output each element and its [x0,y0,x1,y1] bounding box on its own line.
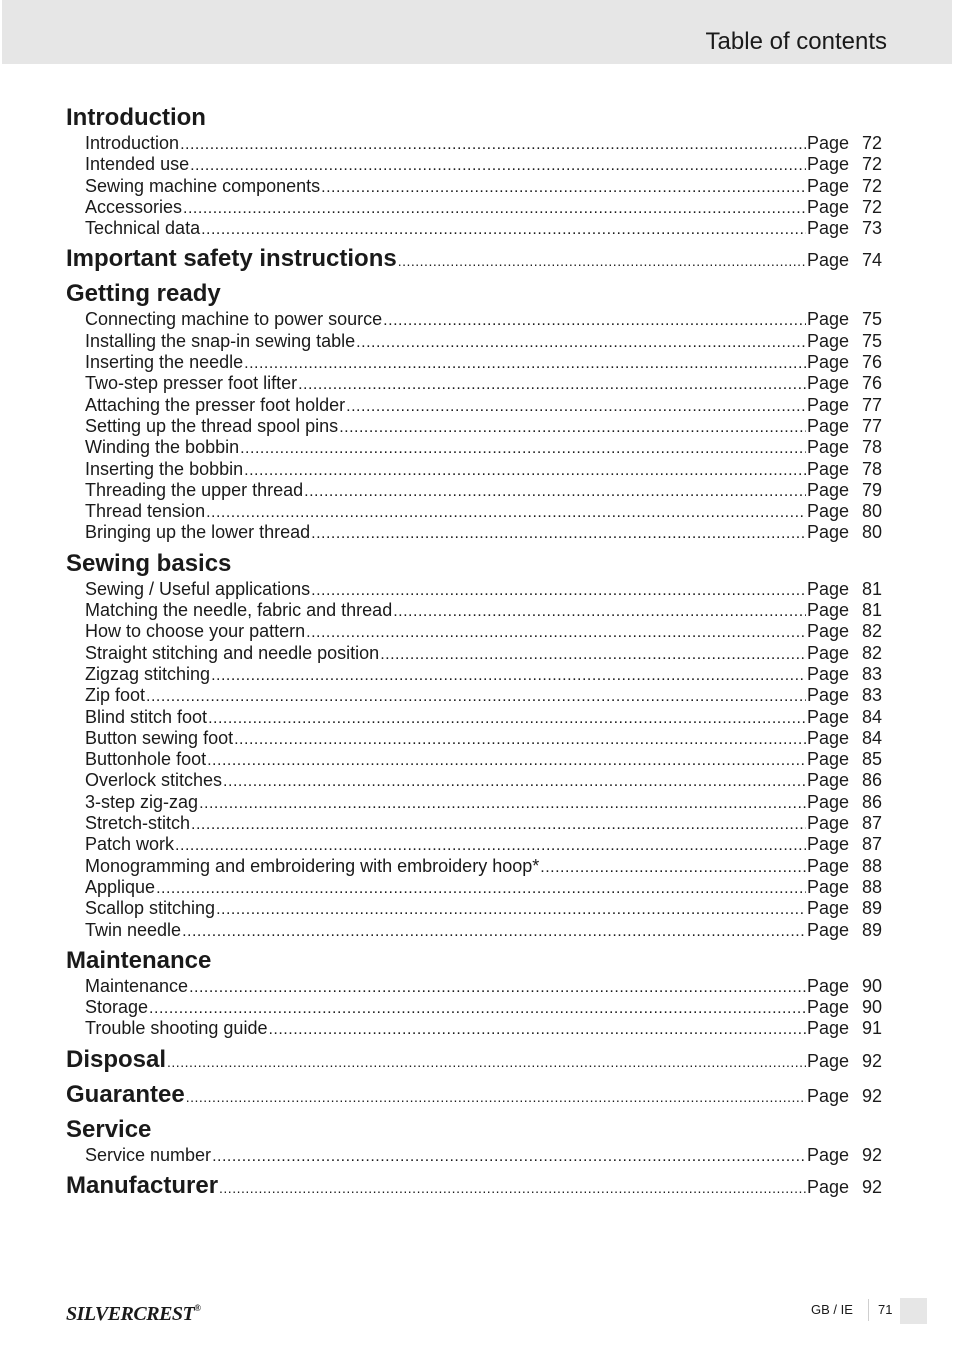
page-number: 86 [861,791,882,812]
page-word: Page [806,373,849,394]
page-word: Page [806,834,849,855]
page-number: 92 [861,1085,882,1106]
entry-label: Thread tension [85,501,206,522]
dot-leader [321,177,806,198]
page-word: Page [806,578,849,599]
entry-label: Applique [85,876,156,897]
page-number: 81 [861,600,882,621]
dot-leader [306,622,806,643]
toc-heading-entry [66,1080,882,1110]
section-heading: Introduction [66,104,206,131]
dot-leader [201,219,806,240]
footer-page-number: 71 [878,1302,893,1317]
page-word: Page [806,727,849,748]
page-word: Page [806,1018,849,1039]
page-word: Page [806,975,849,996]
entry-label: Two-step presser foot lifter [85,373,298,394]
entry-label: Sewing machine components [85,175,321,196]
toc-entry [85,176,882,197]
toc-entry [85,877,882,898]
page-number: 88 [861,855,882,876]
dot-leader [244,460,806,481]
toc-entry [85,600,882,621]
entry-label: Sewing / Useful applications [85,578,311,599]
toc-section [66,244,882,274]
toc-entry [85,352,882,373]
toc-section [66,1080,882,1110]
toc-section [66,279,882,543]
page-word: Page [806,352,849,373]
page-word: Page [806,1144,849,1165]
dot-leader [212,1146,806,1167]
page-word: Page [806,458,849,479]
page-word: Page [806,791,849,812]
page-number: 79 [861,479,882,500]
entry-label: Straight stitching and needle position [85,642,380,663]
page-number: 77 [861,394,882,415]
toc-entry [85,501,882,522]
entry-label: Setting up the thread spool pins [85,415,339,436]
dot-leader [346,396,806,417]
page-word: Page [806,749,849,770]
toc-entry [85,416,882,437]
page-word: Page [806,685,849,706]
table-of-contents [66,103,882,1206]
toc-entry [85,728,882,749]
toc-entry [85,459,882,480]
page-word: Page [806,437,849,458]
dot-leader [175,835,806,856]
entry-label: Storage [85,997,149,1018]
page-word: Page [806,1085,849,1106]
page-word: Page [806,813,849,834]
page-word: Page [806,1176,849,1197]
dot-leader [311,580,806,601]
page-number: 75 [861,309,882,330]
entry-label: Bringing up the lower thread [85,522,311,543]
toc-entry [85,834,882,855]
toc-entry [85,373,882,394]
page-word: Page [806,997,849,1018]
toc-section [66,1171,882,1201]
page-word: Page [806,394,849,415]
dot-leader [207,750,806,771]
page-word: Page [806,600,849,621]
section-heading: Sewing basics [66,549,232,577]
page-number: 72 [861,133,882,153]
dot-leader [219,1173,806,1203]
page-word: Page [806,330,849,351]
page-number: 83 [861,685,882,706]
toc-entry [85,522,882,543]
dot-leader [339,417,806,438]
toc-heading-entry [66,1045,882,1075]
page-word: Page [806,919,849,940]
dot-leader [208,708,806,729]
page-number: 77 [861,415,882,436]
toc-entry [85,331,882,352]
dot-leader [191,814,806,835]
dot-leader [189,977,806,998]
entry-label: Installing the snap-in sewing table [85,330,356,351]
toc-entry [85,976,882,997]
entry-label: Zip foot [85,685,146,706]
page-word: Page [806,415,849,436]
toc-section [66,1045,882,1075]
entry-label: How to choose your pattern [85,621,306,642]
entry-label: Button sewing foot [85,727,234,748]
page-number: 75 [861,330,882,351]
toc-heading-entry [66,1171,882,1201]
page-word: Page [806,479,849,500]
page-number: 92 [861,1050,882,1071]
page-word: Page [806,154,849,175]
dot-leader [149,998,806,1019]
toc-entry [85,395,882,416]
page-number: 72 [861,196,882,217]
page-number: 86 [861,770,882,791]
section-heading: Getting ready [66,280,221,308]
entry-label: 3-step zig-zag [85,791,199,812]
section-heading: Maintenance [66,946,212,974]
dot-leader [234,729,806,750]
page-word: Page [806,133,849,153]
entry-label: Trouble shooting guide [85,1018,268,1039]
toc-section [66,549,882,941]
toc-entry [85,579,882,600]
dot-leader [311,523,806,544]
toc-entry [85,813,882,834]
page-number: 80 [861,501,882,522]
entry-label: Stretch-stitch [85,813,191,834]
toc-entry [85,133,882,154]
entry-label: Twin needle [85,919,182,940]
entry-label: Overlock stitches [85,770,223,791]
toc-entry [85,197,882,218]
page-number: 78 [861,437,882,458]
toc-entry [85,685,882,706]
toc-entry [85,664,882,685]
page-number: 76 [861,352,882,373]
page-number: 82 [861,621,882,642]
page-number: 72 [861,154,882,175]
entry-label: Blind stitch foot [85,706,208,727]
page-word: Page [806,196,849,217]
toc-entry [85,480,882,501]
page-word: Page [806,250,849,271]
dot-leader [383,310,806,331]
dot-leader [199,793,806,814]
page-word: Page [806,501,849,522]
page-number: 85 [861,749,882,770]
toc-entry [85,898,882,919]
page-word: Page [806,642,849,663]
dot-leader [211,665,806,686]
page-word: Page [806,309,849,330]
page-word: Page [806,898,849,919]
toc-entry [85,997,882,1018]
footer-region: GB / IE [811,1302,853,1317]
dot-leader [540,857,806,878]
page-number: 89 [861,898,882,919]
page-word: Page [806,770,849,791]
page-number: 92 [861,1176,882,1197]
toc-entry [85,1145,882,1166]
entry-label: Winding the bobbin [85,437,240,458]
toc-entry [85,154,882,175]
entry-label: Patch work [85,834,175,855]
page-number: 83 [861,663,882,684]
toc-entry [85,643,882,664]
page-number: 90 [861,997,882,1018]
dot-leader [398,246,806,276]
dot-leader [240,438,806,459]
toc-entry [85,770,882,791]
entry-label: Buttonhole foot [85,749,207,770]
entry-label: Attaching the presser foot holder [85,394,346,415]
dot-leader [167,1047,806,1077]
toc-section [66,103,882,239]
dot-leader [156,878,806,899]
toc-entry [85,749,882,770]
entry-label: Inserting the needle [85,352,244,373]
entry-label: Inserting the bobbin [85,458,244,479]
page-number: 89 [861,919,882,940]
entry-label: Technical data [85,218,201,239]
toc-section [66,946,882,1040]
section-heading: Guarantee [66,1080,185,1108]
toc-entry [85,218,882,239]
page-number: 92 [861,1144,882,1165]
page-number: 73 [861,218,882,239]
section-heading: Manufacturer [66,1171,219,1199]
dot-leader [206,502,806,523]
page-number: 74 [861,250,882,271]
page-word: Page [806,1050,849,1071]
page-number: 72 [861,175,882,196]
toc-entry [85,707,882,728]
dot-leader [182,921,806,942]
dot-leader [380,644,806,665]
toc-entry [85,792,882,813]
page-number: 87 [861,813,882,834]
page-number: 76 [861,373,882,394]
toc-section [66,1115,882,1166]
entry-label: Service number [85,1144,212,1165]
page-word: Page [806,663,849,684]
dot-leader [223,771,806,792]
page-number: 84 [861,706,882,727]
entry-label: Scallop stitching [85,898,216,919]
entry-label: Matching the needle, fabric and thread [85,600,393,621]
section-heading: Service [66,1115,152,1143]
toc-entry [85,309,882,330]
brand-logo: SILVERCREST® [66,1303,201,1325]
dot-leader [268,1019,805,1040]
page-number: 80 [861,522,882,543]
dot-leader [393,601,806,622]
footer-corner-box [900,1298,927,1324]
page-number: 84 [861,727,882,748]
entry-label: Maintenance [85,975,189,996]
entry-label: Intended use [85,154,190,175]
page-word: Page [806,876,849,897]
entry-label: Introduction [85,133,180,153]
page-number: 78 [861,458,882,479]
page-number: 88 [861,876,882,897]
page-number: 90 [861,975,882,996]
toc-entry [85,437,882,458]
dot-leader [180,134,806,155]
entry-label: Accessories [85,196,183,217]
dot-leader [216,899,806,920]
page-word: Page [806,706,849,727]
toc-entry [85,920,882,941]
section-heading: Important safety instructions [66,245,397,273]
toc-heading-entry [66,244,882,274]
section-heading: Disposal [66,1045,167,1073]
page-title: Table of contents [705,28,887,55]
dot-leader [304,481,806,502]
entry-label: Monogramming and embroidering with embroidery hoop* [85,855,540,876]
toc-entry [85,621,882,642]
page-word: Page [806,522,849,543]
dot-leader [356,332,806,353]
dot-leader [298,374,806,395]
dot-leader [190,155,806,176]
toc-entry [85,856,882,877]
dot-leader [183,198,806,219]
page-number: 87 [861,834,882,855]
page-number: 91 [861,1018,882,1039]
dot-leader [146,686,806,707]
entry-label: Connecting machine to power source [85,309,383,330]
entry-label: Zigzag stitching [85,663,211,684]
toc-entry [85,1018,882,1039]
entry-label: Threading the upper thread [85,479,304,500]
dot-leader [186,1082,806,1112]
page-word: Page [806,175,849,196]
page-word: Page [806,218,849,239]
dot-leader [244,353,806,374]
page-number: 82 [861,642,882,663]
footer-divider [868,1299,869,1321]
page-number: 81 [861,578,882,599]
page-word: Page [806,621,849,642]
page-word: Page [806,855,849,876]
